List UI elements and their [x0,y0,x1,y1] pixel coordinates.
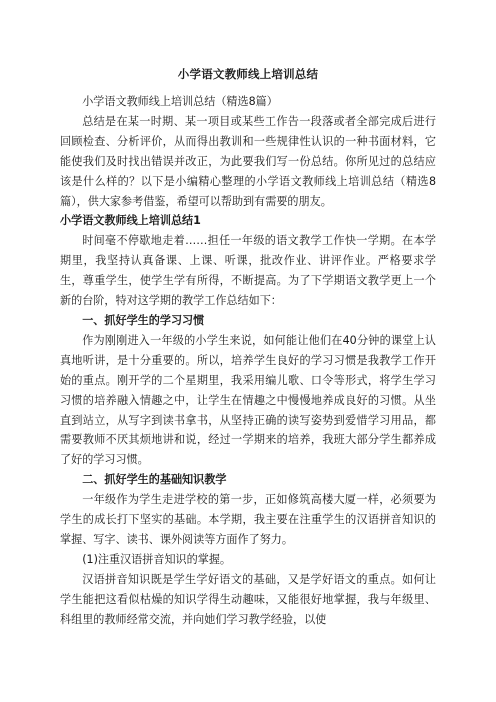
document-body [60,92,436,629]
body-paragraph: 作为刚刚进入一年级的小学生来说，如何能让他们在40分钟的课堂上认真地听讲，是十分重要的。所以，培养学生良好的学习习惯是我教学工作开始的重点。刚开学的二个星期里，我采用编儿歌、口令等形式，将学生学习习惯的培养融入情趣之中，让学生在情趣之中慢慢地养成良好的习惯。从坐直到站立，从写字到读书拿书，从坚持正确的读写姿势到爱惜学习用品，都需要教师不厌其烦地讲和说，经过一学期来的培养，我班大部分学生都养成了好的学习习惯。 [60,333,436,467]
body-paragraph: 时间毫不停歇地走着……担任一年级的语文教学工作快一学期。在本学期里，我坚持认真备课、上课、听课，批改作业、讲评作业。严格要求学生，尊重学生，使学生学有所得，不断提高。为了下学期语文教学更上一个新的台阶，特对这学期的教学工作总结如下： [60,234,436,308]
subsection-heading: 一、抓好学生的学习习惯 [82,313,205,327]
subsection-heading: 二、抓好学生的基础知识教学 [82,473,227,487]
section-heading: 小学语文教师线上培训总结1 [60,214,201,228]
intro-paragraph: 总结是在某一时期、某一项目或某些工作告一段落或者全部完成后进行回顾检查、分析评价，从而得出教训和一些规律性认识的一种书面材料，它能使我们及时找出错误并改正，为此要我们写一份总结。你所见过的总结应该是什么样的？以下是小编精心整理的小学语文教师线上培训总结（精选8篇），供大家参考借鉴，希望可以帮助到有需要的朋友。 [60,114,436,208]
body-paragraph: 一年级作为学生走进学校的第一步，正如修筑高楼大厦一样，必须要为学生的成长打下坚实的基础。本学期，我主要在注重学生的汉语拼音知识的掌握、写字、读书、课外阅读等方面作了努力。 [60,493,436,546]
list-item: (1)注重汉语拼音知识的掌握。 [82,552,232,566]
document-title: 小学语文教师线上培训总结 [177,67,319,81]
doc-subtitle: 小学语文教师线上培训总结（精选8篇） [82,95,278,108]
body-paragraph: 汉语拼音知识既是学生学好语文的基础，又是学好语文的重点。如何让学生能把这看似枯燥的知识学得生动趣味，又能很好地掌握，我与年级里、科组里的教师经常交流，并向她们学习教学经验，以使 [60,572,436,626]
